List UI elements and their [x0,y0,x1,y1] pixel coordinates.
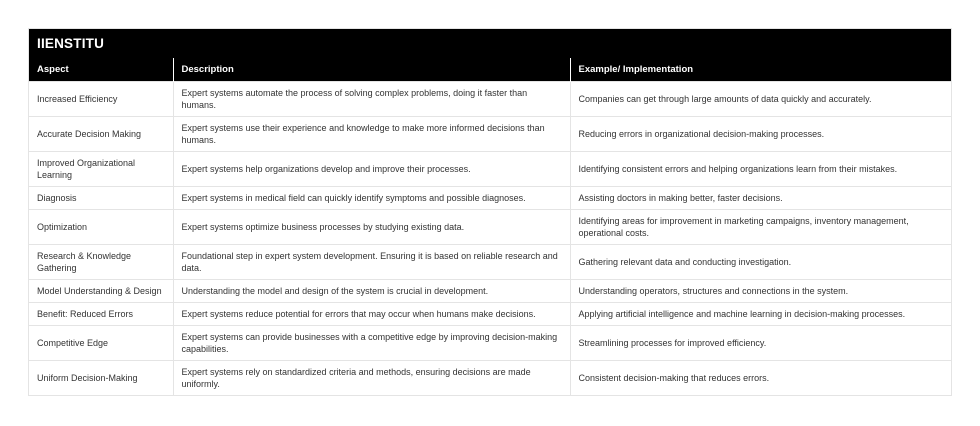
cell-aspect: Benefit: Reduced Errors [29,302,173,325]
cell-example: Assisting doctors in making better, faster decisions. [570,186,951,209]
cell-aspect: Diagnosis [29,186,173,209]
brand-title: IIENSTITU [29,29,951,58]
table-row [29,360,951,395]
cell-aspect: Model Understanding & Design [29,279,173,302]
table-row [29,116,951,151]
cell-example: Applying artificial intelligence and machine learning in decision-making processes. [570,302,951,325]
cell-description: Expert systems automate the process of solving complex problems, doing it faster than humans. [173,81,570,116]
content-table-container [28,28,952,396]
cell-description: Understanding the model and design of the system is crucial in development. [173,279,570,302]
cell-aspect: Uniform Decision-Making [29,360,173,395]
header-description: Description [173,58,570,81]
table-header-row [29,58,951,81]
cell-description: Expert systems reduce potential for errors that may occur when humans make decisions. [173,302,570,325]
header-example: Example/ Implementation [570,58,951,81]
cell-example: Streamlining processes for improved efficiency. [570,325,951,360]
table-row [29,325,951,360]
cell-description: Expert systems can provide businesses with a competitive edge by improving decision-making capabilities. [173,325,570,360]
cell-example: Understanding operators, structures and connections in the system. [570,279,951,302]
cell-description: Expert systems rely on standardized criteria and methods, ensuring decisions are made uniformly. [173,360,570,395]
table-row [29,81,951,116]
table-row [29,209,951,244]
cell-description: Expert systems use their experience and knowledge to make more informed decisions than humans. [173,116,570,151]
cell-aspect: Accurate Decision Making [29,116,173,151]
cell-example: Identifying areas for improvement in marketing campaigns, inventory management, operational costs. [570,209,951,244]
cell-description: Expert systems help organizations develop and improve their processes. [173,151,570,186]
table-row [29,244,951,279]
cell-aspect: Competitive Edge [29,325,173,360]
table-row [29,302,951,325]
cell-description: Expert systems in medical field can quickly identify symptoms and possible diagnoses. [173,186,570,209]
cell-aspect: Research & Knowledge Gathering [29,244,173,279]
cell-example: Consistent decision-making that reduces errors. [570,360,951,395]
cell-aspect: Increased Efficiency [29,81,173,116]
cell-description: Foundational step in expert system development. Ensuring it is based on reliable research and data. [173,244,570,279]
cell-example: Gathering relevant data and conducting investigation. [570,244,951,279]
cell-aspect: Optimization [29,209,173,244]
cell-aspect: Improved Organizational Learning [29,151,173,186]
aspects-table [29,58,951,395]
table-row [29,279,951,302]
cell-example: Companies can get through large amounts of data quickly and accurately. [570,81,951,116]
table-row [29,151,951,186]
table-row [29,186,951,209]
cell-example: Identifying consistent errors and helping organizations learn from their mistakes. [570,151,951,186]
cell-example: Reducing errors in organizational decision-making processes. [570,116,951,151]
header-aspect: Aspect [29,58,173,81]
cell-description: Expert systems optimize business processes by studying existing data. [173,209,570,244]
